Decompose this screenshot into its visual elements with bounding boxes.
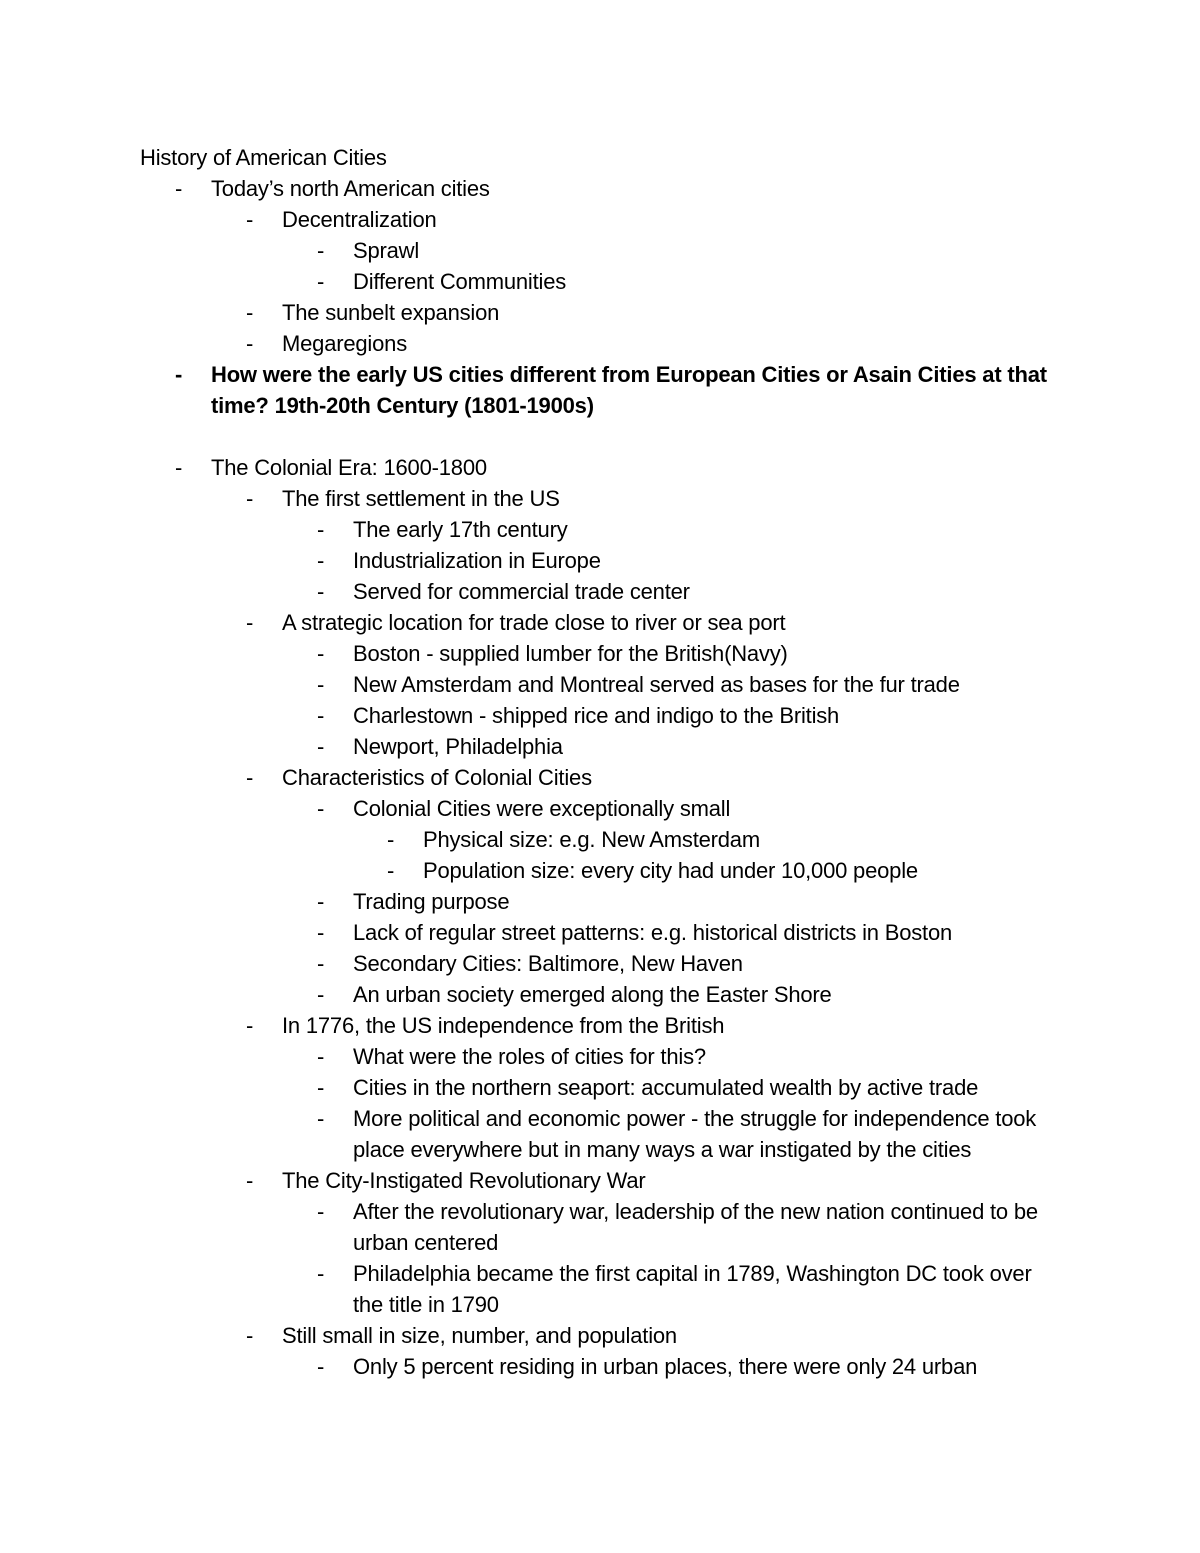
list-item-text: Different Communities	[353, 269, 567, 294]
bullet-dash: -	[317, 796, 325, 821]
bullet-dash: -	[317, 238, 325, 263]
list-item	[0, 731, 1056, 762]
list-item-text: The Colonial Era: 1600-1800	[211, 455, 487, 480]
list-item-text: Sprawl	[353, 238, 420, 263]
list-item	[0, 917, 1056, 948]
bullet-dash: -	[387, 827, 395, 852]
list-item-text: Secondary Cities: Baltimore, New Haven	[353, 951, 743, 976]
bullet-dash: -	[317, 579, 325, 604]
list-item-text: Still small in size, number, and population	[282, 1323, 677, 1348]
list-item-text: What were the roles of cities for this?	[353, 1044, 706, 1069]
list-item	[0, 235, 1056, 266]
list-item-text: Colonial Cities were exceptionally small	[353, 796, 731, 821]
bullet-outline	[0, 173, 1200, 1382]
list-item	[0, 793, 1056, 824]
list-item-text: Lack of regular street patterns: e.g. historical districts in Boston	[353, 920, 953, 945]
bullet-dash: -	[317, 517, 325, 542]
list-item	[0, 669, 1056, 700]
list-item	[0, 483, 1056, 514]
list-item	[0, 204, 1056, 235]
bullet-dash: -	[317, 548, 325, 573]
bullet-dash: -	[246, 765, 254, 790]
list-item	[0, 700, 1056, 731]
list-item-text: How were the early US cities different from European Cities or Asain Cities at that time? 19th-20th Century (1801-1900s)	[211, 362, 1047, 418]
bullet-dash: -	[317, 672, 325, 697]
list-item-text: Trading purpose	[353, 889, 510, 914]
list-item-text: Philadelphia became the first capital in 1789, Washington DC took over the title in 1790	[353, 1261, 1032, 1317]
list-item	[0, 1320, 1056, 1351]
list-item	[0, 1258, 1056, 1320]
list-item	[0, 607, 1056, 638]
list-item	[0, 762, 1056, 793]
list-item	[0, 173, 1056, 204]
bullet-dash: -	[246, 300, 254, 325]
bullet-dash: -	[317, 734, 325, 759]
list-item-text: An urban society emerged along the Easter Shore	[353, 982, 832, 1007]
list-item	[0, 1165, 1056, 1196]
list-item	[0, 1103, 1056, 1165]
bullet-dash: -	[317, 703, 325, 728]
list-item	[0, 545, 1056, 576]
bullet-dash: -	[317, 982, 325, 1007]
list-item-text: Industrialization in Europe	[353, 548, 601, 573]
bullet-dash: -	[317, 951, 325, 976]
list-item	[0, 266, 1056, 297]
bullet-dash: -	[317, 1354, 325, 1379]
list-item-text: Population size: every city had under 10,000 people	[423, 858, 918, 883]
bullet-dash: -	[246, 1323, 254, 1348]
bullet-dash: -	[317, 641, 325, 666]
bullet-dash: -	[246, 1168, 254, 1193]
bullet-dash: -	[246, 207, 254, 232]
list-item-text: Boston - supplied lumber for the British(Navy)	[353, 641, 788, 666]
list-item	[0, 328, 1056, 359]
list-item-text: After the revolutionary war, leadership of the new nation continued to be urban centered	[353, 1199, 1038, 1255]
bullet-dash: -	[175, 455, 183, 480]
list-item	[0, 297, 1056, 328]
list-item	[0, 638, 1056, 669]
list-item	[0, 1196, 1056, 1258]
list-item-text: Cities in the northern seaport: accumulated wealth by active trade	[353, 1075, 979, 1100]
list-item-text: A strategic location for trade close to river or sea port	[282, 610, 786, 635]
list-item-text: Physical size: e.g. New Amsterdam	[423, 827, 760, 852]
list-item	[0, 1010, 1056, 1041]
bullet-dash: -	[317, 1261, 325, 1286]
list-item	[0, 452, 1056, 483]
bullet-dash: -	[317, 1075, 325, 1100]
bullet-dash: -	[246, 486, 254, 511]
document-title: History of American Cities	[140, 145, 387, 170]
list-item	[0, 359, 1056, 421]
list-item-text: The first settlement in the US	[282, 486, 560, 511]
list-item	[0, 1072, 1056, 1103]
list-item-text: In 1776, the US independence from the British	[282, 1013, 725, 1038]
bullet-dash: -	[175, 362, 183, 387]
list-item	[0, 1351, 1056, 1382]
list-item-text: Newport, Philadelphia	[353, 734, 563, 759]
list-item	[0, 886, 1056, 917]
bullet-dash: -	[246, 331, 254, 356]
bullet-dash: -	[246, 610, 254, 635]
list-item-text: New Amsterdam and Montreal served as bases for the fur trade	[353, 672, 960, 697]
list-item	[0, 1041, 1056, 1072]
list-item-text: Characteristics of Colonial Cities	[282, 765, 592, 790]
list-item-text: Only 5 percent residing in urban places, there were only 24 urban	[353, 1354, 978, 1379]
list-item-text: Megaregions	[282, 331, 407, 356]
bullet-dash: -	[317, 1044, 325, 1069]
list-item-text: Decentralization	[282, 207, 437, 232]
list-item-text: The early 17th century	[353, 517, 568, 542]
list-item-text: The sunbelt expansion	[282, 300, 500, 325]
list-item	[0, 979, 1056, 1010]
bullet-dash: -	[317, 920, 325, 945]
list-item	[0, 514, 1056, 545]
bullet-dash: -	[175, 176, 183, 201]
bullet-dash: -	[317, 889, 325, 914]
list-item-text: Today’s north American cities	[211, 176, 490, 201]
list-item-text: Served for commercial trade center	[353, 579, 690, 604]
bullet-dash: -	[387, 858, 395, 883]
bullet-dash: -	[246, 1013, 254, 1038]
blank-line	[0, 421, 1200, 452]
list-item	[0, 948, 1056, 979]
bullet-dash: -	[317, 269, 325, 294]
bullet-dash: -	[317, 1199, 325, 1224]
bullet-dash: -	[317, 1106, 325, 1131]
list-item	[0, 576, 1056, 607]
list-item	[0, 824, 1056, 855]
list-item-text: More political and economic power - the struggle for independence took place everywhere but in many ways a war instigated by the cities	[353, 1106, 1037, 1162]
list-item-text: The City-Instigated Revolutionary War	[282, 1168, 646, 1193]
list-item	[0, 855, 1056, 886]
list-item-text: Charlestown - shipped rice and indigo to the British	[353, 703, 840, 728]
